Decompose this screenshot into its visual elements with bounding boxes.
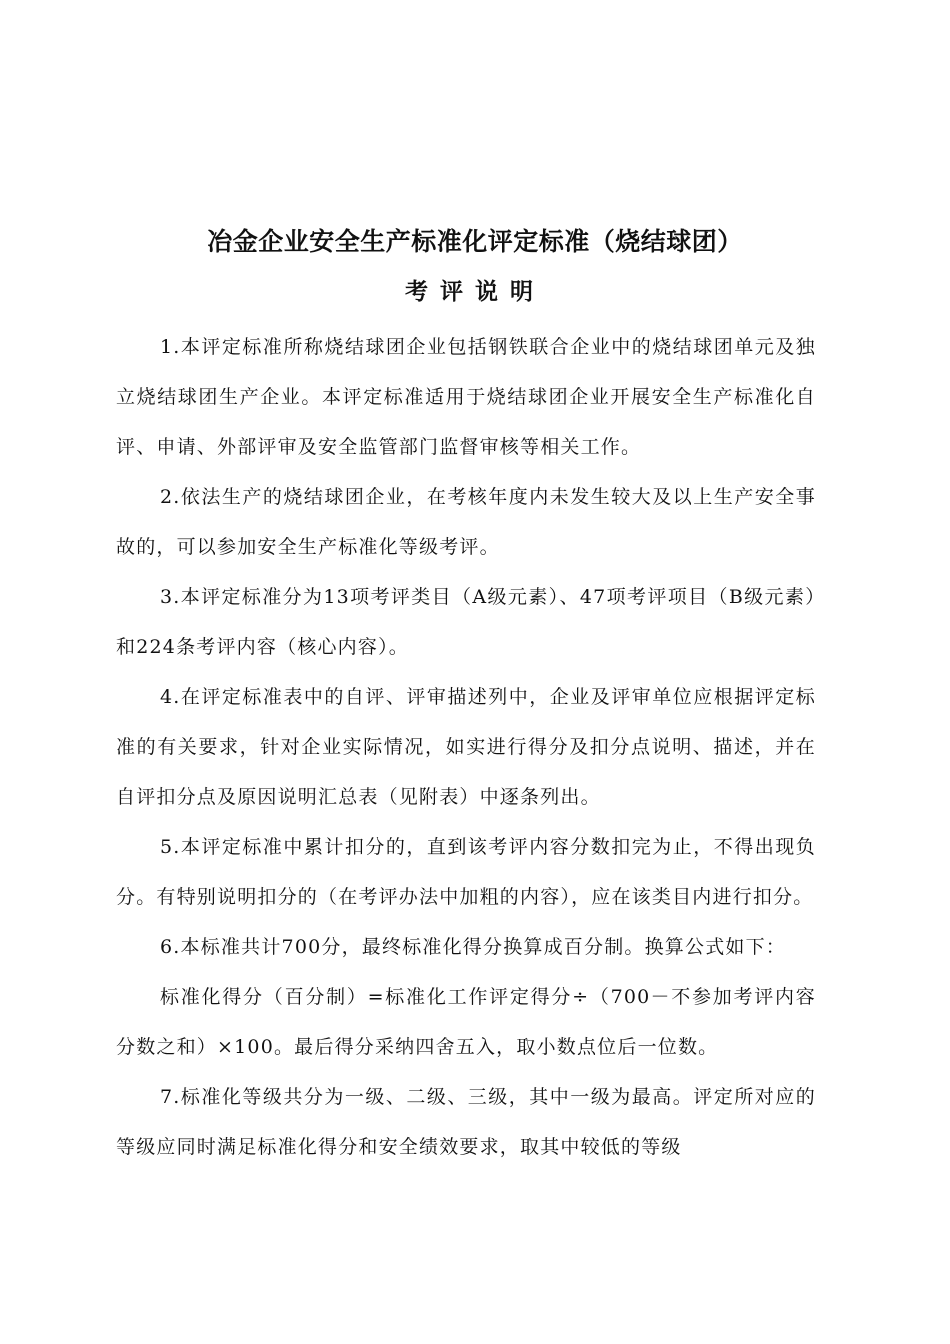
paragraph-2: 2.依法生产的烧结球团企业，在考核年度内未发生较大及以上生产安全事故的，可以参加安全生产标准化等级考评。 [116,486,816,558]
formula-paragraph: 标准化得分（百分制）=标准化工作评定得分÷（700－不参加考评内容分数之和）×100。最后得分采纳四舍五入，取小数点位后一位数。 [116,986,816,1058]
paragraph-7: 7.标准化等级共分为一级、二级、三级，其中一级为最高。评定所对应的等级应同时满足标准化得分和安全绩效要求，取其中较低的等级 [116,1086,816,1158]
paragraph-3: 3.本评定标准分为13项考评类目（A级元素）、47项考评项目（B级元素）和224条考评内容（核心内容）。 [116,586,816,658]
section-heading: 考评说明 [405,279,545,305]
document-body [116,322,816,1172]
paragraph-5: 5.本评定标准中累计扣分的，直到该考评内容分数扣完为止，不得出现负分。有特别说明扣分的（在考评办法中加粗的内容），应在该类目内进行扣分。 [116,836,816,908]
paragraph-1: 1.本评定标准所称烧结球团企业包括钢铁联合企业中的烧结球团单元及独立烧结球团生产企业。本评定标准适用于烧结球团企业开展安全生产标准化自评、申请、外部评审及安全监管部门监督审核等相关工作。 [116,336,816,458]
document-title: 冶金企业安全生产标准化评定标准（烧结球团） [207,227,743,256]
paragraph-4: 4.在评定标准表中的自评、评审描述列中，企业及评审单位应根据评定标准的有关要求，针对企业实际情况，如实进行得分及扣分点说明、描述，并在自评扣分点及原因说明汇总表（见附表）中逐条列出。 [116,686,816,808]
paragraph-6: 6.本标准共计700分，最终标准化得分换算成百分制。换算公式如下： [160,936,786,958]
